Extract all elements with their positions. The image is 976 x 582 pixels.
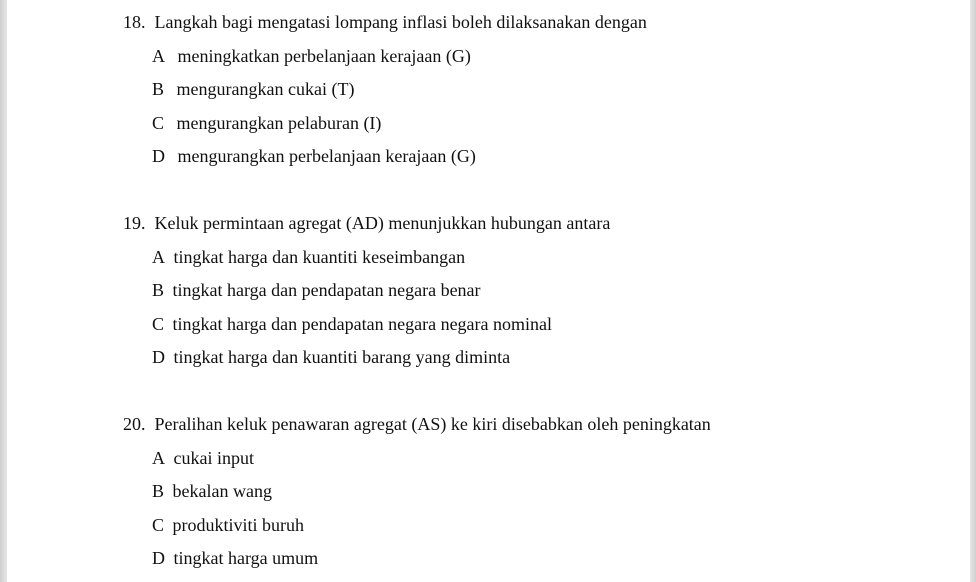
option-letter: D xyxy=(152,146,165,166)
option-letter: A xyxy=(152,247,165,267)
option-text: mengurangkan pelaburan (I) xyxy=(176,113,382,133)
option-letter: B xyxy=(152,481,165,501)
option-letter: B xyxy=(152,79,165,99)
option-text: cukai input xyxy=(173,448,254,468)
option-text: bekalan wang xyxy=(172,481,272,501)
option-text: meningkatkan perbelanjaan kerajaan (G) xyxy=(177,46,471,66)
option-c xyxy=(152,514,304,536)
option-c xyxy=(152,313,552,335)
option-text: mengurangkan perbelanjaan kerajaan (G) xyxy=(177,146,476,166)
question-number: 19. xyxy=(123,213,150,233)
question-text: Keluk permintaan agregat (AD) menunjukkan hubungan antara xyxy=(154,213,611,233)
option-text: tingkat harga umum xyxy=(173,548,319,568)
question-number: 18. xyxy=(123,12,150,32)
option-text: tingkat harga dan kuantiti keseimbangan xyxy=(173,247,466,267)
option-a xyxy=(152,447,254,469)
right-page-gutter xyxy=(970,0,976,582)
option-letter: A xyxy=(152,448,165,468)
option-letter: D xyxy=(152,347,165,367)
option-d xyxy=(152,145,476,167)
question-stem xyxy=(123,212,610,234)
option-letter: C xyxy=(152,113,165,133)
option-b xyxy=(152,78,354,100)
option-text: mengurangkan cukai (T) xyxy=(176,79,355,99)
left-page-gutter xyxy=(0,0,7,582)
option-d xyxy=(152,547,318,569)
option-c xyxy=(152,112,381,134)
option-d xyxy=(152,346,510,368)
option-text: tingkat harga dan pendapatan negara benar xyxy=(172,280,481,300)
option-text: produktiviti buruh xyxy=(172,515,305,535)
question-text: Peralihan keluk penawaran agregat (AS) ke kiri disebabkan oleh peningkatan xyxy=(154,414,711,434)
option-letter: D xyxy=(152,548,165,568)
question-stem xyxy=(123,413,711,435)
option-letter: C xyxy=(152,515,165,535)
option-letter: A xyxy=(152,46,165,66)
option-letter: C xyxy=(152,314,165,334)
option-a xyxy=(152,246,465,268)
option-text: tingkat harga dan pendapatan negara negara nominal xyxy=(172,314,553,334)
option-b xyxy=(152,480,272,502)
question-text: Langkah bagi mengatasi lompang inflasi boleh dilaksanakan dengan xyxy=(154,12,647,32)
question-stem xyxy=(123,11,647,33)
option-b xyxy=(152,279,481,301)
option-a xyxy=(152,45,471,67)
document-page xyxy=(7,0,970,582)
question-number: 20. xyxy=(123,414,150,434)
option-letter: B xyxy=(152,280,165,300)
option-text: tingkat harga dan kuantiti barang yang diminta xyxy=(173,347,511,367)
